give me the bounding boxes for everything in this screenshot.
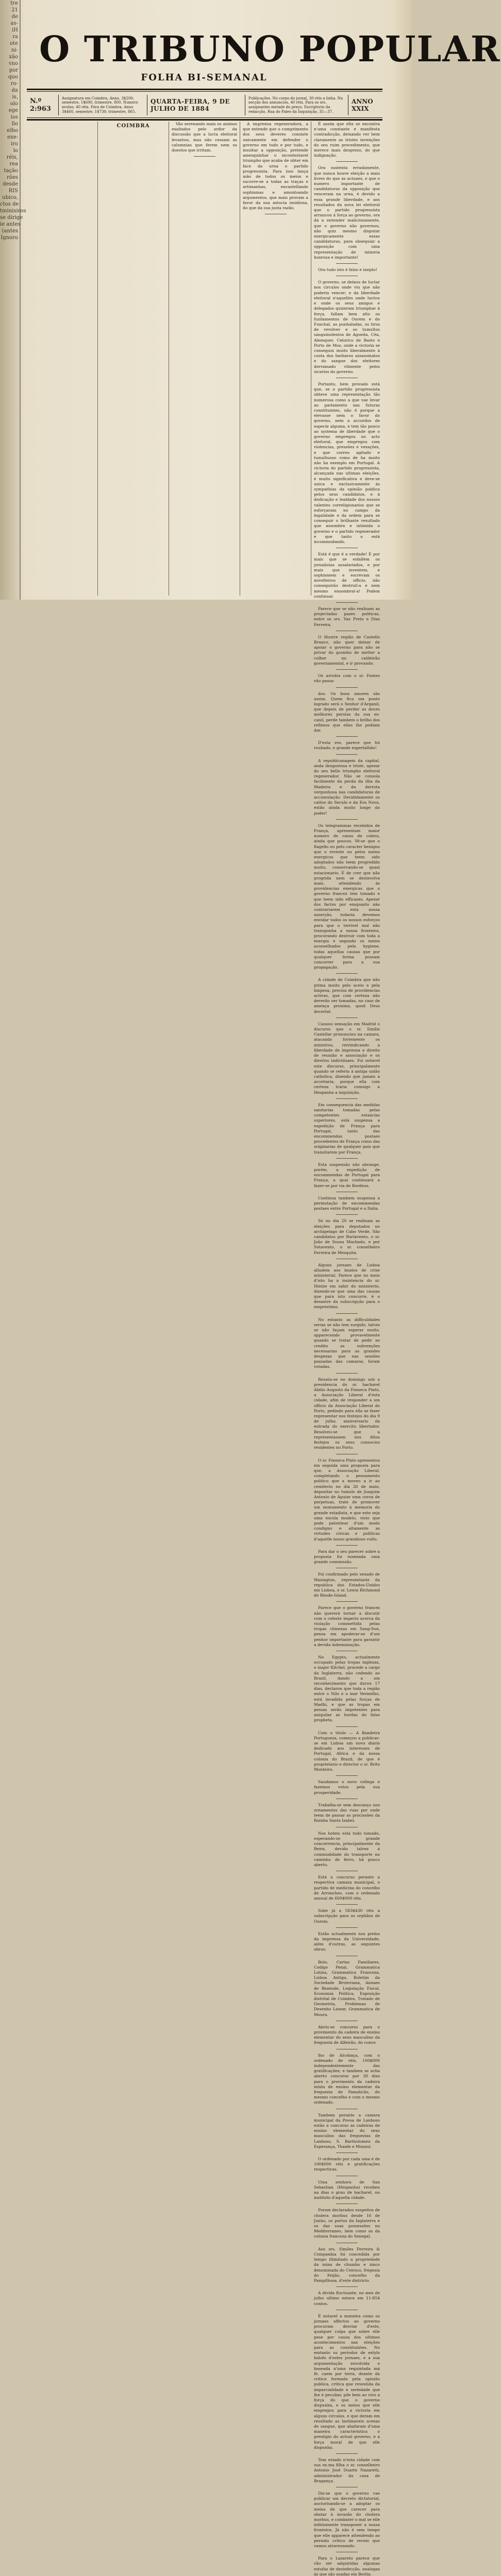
publication-info <box>245 95 348 115</box>
infobar-rule-bottom <box>27 119 382 121</box>
column-1 <box>27 122 98 596</box>
adjacent-page-edge <box>0 0 26 600</box>
article-paragraph: Causou sensação em Madrid o discurso que o sr. Emilio Castellar pronunciou na camara, atacando fortemente os ministros, reivindicando a liberdade de imprensa e direito de reunião e associação e os direitos individuaes. Foi notavel este discurso, principalmente quando se referiu á antiga união catholica, dizendo que jamais a acceitaria, porque ella com certeza traria comsigo a Hespanha a inquisição. <box>314 1021 380 1095</box>
strip-fragment: da <box>11 88 18 93</box>
strip-fragment: quo <box>8 74 18 80</box>
strip-fragment: iro <box>11 141 18 147</box>
paragraph-separator <box>336 1373 358 1374</box>
paragraph-separator <box>336 1904 358 1905</box>
strip-fragment: is, <box>12 94 18 100</box>
paragraph-separator <box>336 1158 358 1159</box>
issue-info-bar <box>27 94 382 116</box>
article-paragraph: Bolo, Cartas Familiares, Codigo Penal, Grammatica Latina, Grammatica Franceza, Lisboa Antiga, Boletim da Sociedade Broteriana, Annaes de Bezende, Legislação Fiscal, Economia Politica, Exposição distrital de Coimbra, Tratado de Geometria, Problemas de Desenho Linear, Grammatica de Moura. <box>314 1959 380 2017</box>
paragraph-separator <box>336 736 358 737</box>
article-paragraph: Tambem perante a camara municipal da Povoa de Lanhoso estão a concurso as cadeiras de ensino elementar do sexo masculino das freguezias de Lanhoso, S. Bartholomeu da Esperança, Thaide e Monzul. <box>314 2112 380 2149</box>
strip-fragment: ege <box>8 108 18 113</box>
article-paragraph: Ora tudo isto é falso e inepto! <box>318 267 377 273</box>
column-2 <box>98 122 169 596</box>
paragraph-separator <box>336 1775 358 1776</box>
masthead-rule-thin <box>27 91 382 92</box>
article-columns <box>27 122 382 2576</box>
publication-text: Publicações. No corpo do jornal, 30 réis a linha. Na secção dos annuncios, 40 réis. Para os srs. assignantes metade do preço. Escriptorio da redacção, Rua do Paleo da Inquisição, 35—37. <box>248 96 343 114</box>
issue-number: N.º 2:963 <box>27 95 59 115</box>
strip-fragment: ios <box>10 114 18 120</box>
article-paragraph: Para dar o seu parecer sobre a proposta foi nomeada uma grande commissão. <box>314 1549 380 1565</box>
paragraph-separator <box>336 1098 358 1099</box>
strip-fragment: se dirige <box>0 215 23 221</box>
article-paragraph: Está é que é a verdade! E por mais que se esfalfem os jornalistas assalariados, e por mais que inventem, e sophismem e escrevam os novelleiros de officio, não conseguirão destruil-a e nem mesmo ensombral-a! Podem continuar. <box>314 552 380 599</box>
paragraph-separator <box>336 669 358 670</box>
paragraph-separator <box>194 156 215 157</box>
strip-fragment: ra <box>12 34 18 40</box>
paragraph-separator <box>336 1214 358 1215</box>
paragraph-separator <box>336 819 358 820</box>
newspaper-sheet <box>24 0 501 2576</box>
strip-fragment: desde <box>3 181 18 187</box>
masthead-rule-top <box>27 89 382 90</box>
strip-fragment: 21 <box>11 7 18 13</box>
article-paragraph: D'esta vez, parece que foi roubado, e grande espertalhão! <box>314 740 380 751</box>
article-paragraph: Uma senhora de San Sebastian (Hespanha) recebeu na dias o grau de bacharel, no instituto d'aquella cidade. <box>314 2179 380 2200</box>
strip-fragment: xão <box>9 54 18 60</box>
strip-fragment: de <box>11 14 18 20</box>
paragraph-separator <box>336 2453 358 2454</box>
paragraph-separator <box>336 161 358 162</box>
issue-date: QUARTA-FEIRA, 9 DE JULHO DE 1884 <box>147 95 245 115</box>
strip-fragment: vno <box>8 61 18 66</box>
paragraph-separator <box>336 602 358 603</box>
article-paragraph: Foi confirmado pelo senado de Wasington, representante da republica dos Estados-Unidos em Lisboa, o sr. Lewis Richmond de Rhode-Island. <box>314 1572 380 1598</box>
article-paragraph: Em consequencia das medidas sanitarias tomadas pelas competentes estancias superiores, está suspensa a expedição de França para Portugal, tanto das encommendas postaes procedentes de França como das originarias de qualquer paiz que transitarem por França. <box>314 1102 380 1155</box>
article-paragraph: Diz-se que o governo vae publicar um decreto dictatorial, auctorisando-se a adoptar os meios de que carecer para obstar á invasão do cholera morbus, e combater o mal se elle infelizmente transpozer a nossa fronteira. Já não é sem tempo que elle apparece attendendo ao periodo critico de receio que vamos atravessando. <box>314 2491 380 2549</box>
paragraph-separator <box>336 1313 358 1314</box>
article-paragraph: É assim que ella se encontra n'uma constante e manifesta contradicção, deixando ver bem claramente as tristes invenções do seu ruim procedimento, que merece mais desprezo, do que indignação. <box>314 122 380 158</box>
paragraph-separator <box>336 1726 358 1727</box>
strip-fragment: réis, <box>6 155 18 160</box>
strip-fragment: llo <box>11 121 18 127</box>
strip-fragment: ubico, <box>2 195 18 200</box>
paragraph-separator <box>336 973 358 974</box>
article-paragraph: Continua tambem suspensa a permutação de encommendas postaes entre Portugal e a Italia. <box>314 1195 380 1211</box>
article-paragraph: Para o Lazareto parece que vão ser adquiridas algumas estufas de desinfecção, analogas ás que são usadas em Berlin. <box>314 2556 380 2576</box>
article-paragraph: O sr. Fonseca Pinto apresentou em seguida uma proposta para que, a Associação Liberal, completando o pensamento politico que a moveu a ir ao cemiterio no dia 26 de maio, depositar no tumulo de Joaquim Antonio de Aguiar uma coroa de perpetuas, trate de promover um monumento á memoria do grande estadista, e que este seja uma escola modelo, visto que pode patentear d'um modo condigno e altamente as virtudes civicas e politicas d'aquelle nosso grandioso vulto. <box>314 1458 380 1541</box>
strip-fragment: rões <box>7 175 18 180</box>
strip-fragment: por <box>9 67 18 73</box>
strip-fragment: (antes <box>2 228 18 234</box>
strip-fragment: RIS <box>8 188 18 194</box>
article-paragraph: Parece que se não realisam as projectadas pazes politicas, entre os srs. Vaz Preto e Dias Ferreira. <box>314 606 380 627</box>
column-3 <box>169 122 240 596</box>
article-paragraph: Foram declarados suspeitos de cholera morbus desde 16 de Junho, os portos da Inglaterra e os das suas possessões no Mediterraneo, bem como os da colonia franceza do Senegal. <box>314 2208 380 2239</box>
article-paragraph: Trabalha-se sem descanço nos ornamentos das ruas por onde teem de passar as procissões da Rainha Santa Izabel. <box>314 1802 380 1823</box>
paragraph-separator <box>336 263 358 264</box>
article-paragraph: Com o titulo — A Bandeira Portugueza, começou a publicar-se em Lisboa um novo diario dedicado aos interesses de Portugal, Africa e da nossa colonia do Brazil, de que é proprietario e director o sr. Brito Monteiro. <box>314 1730 380 1772</box>
masthead-subtitle: FOLHA BI-SEMANAL <box>141 72 268 83</box>
article-paragraph: A republicanagem da capital, anda desgostosa e triste, apezar do seu bello triumpho eleitoral regenerador. Não se consola facilmente da perda da ilha da Madeira e da derrota vergonhosa nas candidaturas de accumulação. Decididamente os cattos do Seculo e da Era Nova, estão ainda muito longe do poder! <box>314 758 380 816</box>
paragraph-separator <box>336 1927 358 1928</box>
article-paragraph: Saudamos o novo collega e fazemos votos pela sua prosperidade. <box>314 1780 380 1795</box>
article-paragraph: Nos hoteis está tudo tomado, esperando-se grande concorrencia, principalmente da Beira, devido talvez á commodidade do transporte no caminho de ferro, há pouco aberto. <box>314 1831 380 1867</box>
paragraph-separator <box>336 754 358 755</box>
article-paragraph: Reuniu-se no domingo sob a presidencia do sr. bacharel Abilio Augusto da Fonseca Pinto, a Associação Liberal d'esta cidade, afim de responder a um officio da Associação Liberal do Porto, pedindo para ella se fazer representar nos festejos do dia 9 de julho, anniversario da entrada do exercito libertador. Resolveu-se que a representassem nos ditos festejos os seus consocios residentes no Porto. <box>314 1377 380 1450</box>
article-paragraph: Aos srs. Simões Ferreira & Companhia foi concedida por tempo illimitado a propriedade da mina de chumbo e zinco denominada do Ceiroco, fregezia do Feijão, concelho da Pampilhosa, d'este districto. <box>314 2246 380 2283</box>
article-paragraph: Está a concurso perante a respectiva camara municipal, o partido de medicina do concelho de Arronches, com o ordenado annual de 600$000 réis. <box>314 1875 380 1901</box>
article-paragraph: Portanto, bem provado está que, se o partido progressista obteve uma representação tão numerosa como a que vae levar ao parlamento nas futuras constituintes, não é porque a elevasse nem o favor do governo, nem a accordos de especie alguma, e tem tão pouco ao systema de liberdade que o governo empregou no acto eleitoral, que empregou com violencias, pressões e vexações, e que correu agitado e tumultuoso como de ha muito não ha exemplo em Portugal. A victoria do partido progressista, alcançada nas ultimas eleições, é muito significativa e deve-se unica e exclusivamente ás sympathias da opinião publica pelos seus candidatos, e á dedicação e lealdade dos nossos valentes correligionarios que se esforçaram no campo da legalidade e da ordem para se conseguir o brilhante resultado que assombra e intimida o governo e o partido regenerador e que tanto o está incommodando. <box>314 381 380 545</box>
article-paragraph: Só no dia 20 se realisam as eleições para deputados no archipelago de Cabo Verde. São candidatos por Barlavento, o sr. João de Sousa Machado, e por Sotavento, o sr. conselheiro Ferreira de Mesquita. <box>314 1218 380 1255</box>
article-paragraph: Vão serenando mais os animos exaltados pelo ardor da discussão que a lucta eleitoral levantou, mas não cessam as calumnias que ferem nem os doestos que irritam. <box>172 122 237 153</box>
infobar-rule-thin <box>27 117 382 118</box>
article-paragraph: Ora sustenta erradamente, que nunca houve eleição a mais livres do que as actuaes, e que o numero importante de candidaturas da opposição que venceram na urna, é devido a essa grande liberdade, e aos resultados da nova lei eleitoral que o partido progressista arrancou á força ao governo, ora dá a entender maliciosamente, que o governo não governou, não quiz mesmo disputar energicamente essas candidaturas, para obsequiar a opposição com uma representação de minoria honrosa e importante! <box>314 165 380 260</box>
article-paragraph: Abriu-se concurso para o provimento da cadeira de ensino elementar do sexo masculino da freguezia de Alfeirão, do conce <box>314 2024 380 2045</box>
article-paragraph: O governo, se deixou de luctar nos circulos onde viu que não poderia vencer; e da liberdade eleitoral n'aquelles onde luctou e onde os seus amigos e delegados quizeram triumphar á força, fallam bem alto os fuzilamentos de Ourem e do Funchal, as punhaladas, os tiros de revolver e os tumultos sanguinolentos de Agueda, Céa, Alemquer, Celorico de Basto e Porto de Moz, onde a victoria se conseguiu muito liberalmente á custa dos barbaros assassinatos e do sangue dos eleitores derramado vilmente pelos sicarios do governo. <box>314 280 380 374</box>
strip-fragment: tre <box>10 1 18 6</box>
article-paragraph: Os arrufos com o sr. Fontes vão passa- <box>314 673 380 684</box>
paragraph-separator <box>336 1601 358 1602</box>
article-paragraph: O illustre região de Castello Branco, não quer deixar de apoiar o governo para não se privar do gosinho de metter a colher no caldeirão governamental, e ir provando. <box>314 634 380 666</box>
article-paragraph: Estão actualmente nos prelos da imprensa da Universidade, além d'outras, as seguintes obras: <box>314 1931 380 1952</box>
strip-fragment: rea <box>9 161 18 167</box>
column-4 <box>240 122 311 596</box>
strip-fragment: lo <box>13 148 18 154</box>
article-paragraph: Esta suspensão não abrange, porém, a expedição de encommendas de Portugal para França, a qual continuará a fazer-se por via de Bordeus. <box>314 1162 380 1188</box>
paragraph-separator <box>336 1545 358 1546</box>
strip-fragment: tminisiros <box>0 208 26 214</box>
strip-fragment: ro- <box>10 81 18 87</box>
strip-fragment: iH <box>12 27 18 33</box>
article-paragraph: No entanto as difficuldades serias se não tem surgido, talvez se não façam esperar muito, apparecendo provavelmente quando se tratar de pedir ao credito as subvenções necessarias para as grandes despezas que nas sessões passadas das camaras, foram votadas. <box>314 1317 380 1369</box>
strip-fragment: olo <box>10 101 18 107</box>
article-paragraph: lho de Alcobaça, com o ordenado de réis, 100$000 independentemente das gratificações; e tambem se acha aberto concurso por 30 dias para o provimento da cadeira mixta de ensino elementar da freguezia de Famalicão, do mesmo concelho e com o mesmo ordenado. <box>314 2053 380 2105</box>
article-paragraph: Sobe já a 583$430 réis a subscripção para os orphãos de Ourem. <box>314 1908 380 1924</box>
strip-fragment: as- <box>10 21 18 26</box>
article-paragraph: É notavel a maneira como os jornaes affectos ao governo procuram desviar d'este, qualquer culpa que sobre elle pese por causa dos ultimos acontecimentos nas eleições para as constituintes. No emtanto os periodos de estylo balofo d'estes jornaes, e a sua argumentação envolvida e baseada n'uma requintada má fé, caem por terra, deante da critica formada pela opinião publica, critica que revestida da imparcialidade e seriedade que lhe é peculiar, põe bem ao vivo a força do que o governo dispunha, e os meios que elle empregou para a victoria em alguns circulos, e que deram em resultado as lastimaveis scenas de sangue, que abafaram d'uma maneira característica o prestigio do actual governo, e a força moral de que elle dispunha. <box>314 2313 380 2450</box>
article-paragraph: O ordenado por cada uma é de 100$000 réis e gratificações respectivas. <box>314 2157 380 2172</box>
paragraph-separator <box>336 687 358 688</box>
article-paragraph: dos. Os bons amores são assim. Quem fica um ponto logrado será o Senhor d'Arganil, que depois de perder as doces melhores perolas da sua ex-canil, perde tambem o brilho dos reflexos que ellas lhe podiam dar. <box>314 691 380 733</box>
strip-fragment: ie antes <box>0 222 21 227</box>
article-paragraph: A imprensa regeneradora, a que entende que o cumprimento dos seus deveres consiste unicamente em defender o governo em tudo e por tudo, e insultar a opposição, pretende amesquinhar o incontestavel triumpho que acaba de obter em face da urna o partido progressista. Para isso lança mão de todos os meios e sucorre-se a todas as traças e artimanhas, encastellando sophismas e amontoando argumentos, que mais provam a favor da sua astucia insidiosa, do que da sua justa razão. <box>243 122 308 211</box>
subscription-info <box>59 95 147 115</box>
paragraph-separator <box>336 2286 358 2287</box>
strip-fragment: Ignoro <box>1 235 18 241</box>
article-paragraph: Parece que o governo francez não quererá tornar a discutir com o celeste imperio acerca da violação commettida pelas tropas chinezas em Sang-Son, pensa em apoderar-se d'um penhor importante para garantir a devida indemnisação. <box>314 1605 380 1647</box>
strip-fragment: ni- <box>11 47 18 53</box>
subscription-text: Assignatura em Coimbra, Anno, 3$200; semestre, 1$600, trimestre, 800. Numero avulso, 40 réis. Fóra de Coimbra, Anno 3$460, semestre, 1$730; trimestre, 865. <box>62 96 138 114</box>
masthead-title: O TRIBUNO POPULAR <box>39 29 501 70</box>
section-heading: COIMBRA <box>116 123 150 129</box>
strip-fragment: ote <box>10 41 18 46</box>
column-5 <box>311 122 382 2576</box>
article-paragraph: Tem estado n'esta cidade com sua ex.ma filha o sr. conselheiro Antonio José Duarte Nazareth, administrador da casa de Bragança. <box>314 2458 380 2483</box>
article-paragraph: A divida fluctuante, no mez de julho ultimo estava em 11:854 contos. <box>314 2291 380 2306</box>
article-paragraph: Alguns jornaes de Lisboa alludem aos boatos de crise ministerial. Parece que no meio d'isto ha a insistencia do sr. Hintze em sahir do ministerio, dizendo-se que uma das causas que para isto concorre, é o desastre da subscripção para o emprestimo. <box>314 1262 380 1310</box>
year-label: ANNO XXIX <box>352 98 373 112</box>
article-paragraph: No Egypto, actualmente occupado pelas tropas inglezas, o major Kitchel, procede a cargo da Inglaterra, não cedendo ao Brazil, dando a um reconhecimento que durou 17 dias, declarou que toda a região entre o Nilo e o mar Vermelho, está invadida pelas forças de Madhi, e que as tropas em pessas serão impotentes para aniquilar as hordas do falso propheta. <box>314 1655 380 1723</box>
strip-fragment: exe- <box>7 134 18 140</box>
article-paragraph: A cidade de Coimbra que não prima muito pelo aceio e pela limpeza, precisa de providencias activas, que com certeza não deverão ser tomadas, no caso de ameaça proxima, quod Deus decertat. <box>314 977 380 1014</box>
strip-fragment: ctos de <box>0 201 19 207</box>
article-paragraph: Os telegrammas recebidos de França, apresentam maior numero de casos de colera, ainda que poucos. Vê-se que o flagello ou pelo caracter benigno que o reveste ou pelos meios energicos que teem sido adoptados não teem progredido muito, conservando-se quasi estacionario. É de crer que não progrida nem se desinvolva mais, attendendo ás providencias energicas que o governo francez tem tomado e que teem sido efficazes. Apezar dos factos por emquanto não contrariarem esta nossa asserção, todavia devemos envidar todos os nossos esforços para que o terrivel mal não transponha a nossa fronteira, procurando destruir com toda a energia e segundo os meios aconselhados pela hygiene, todas aquellas causas que por qualquer forma possam concorrer para a sua propagação. <box>314 823 380 970</box>
strip-fragment: elho <box>7 128 18 133</box>
strip-fragment: tação <box>4 168 18 174</box>
